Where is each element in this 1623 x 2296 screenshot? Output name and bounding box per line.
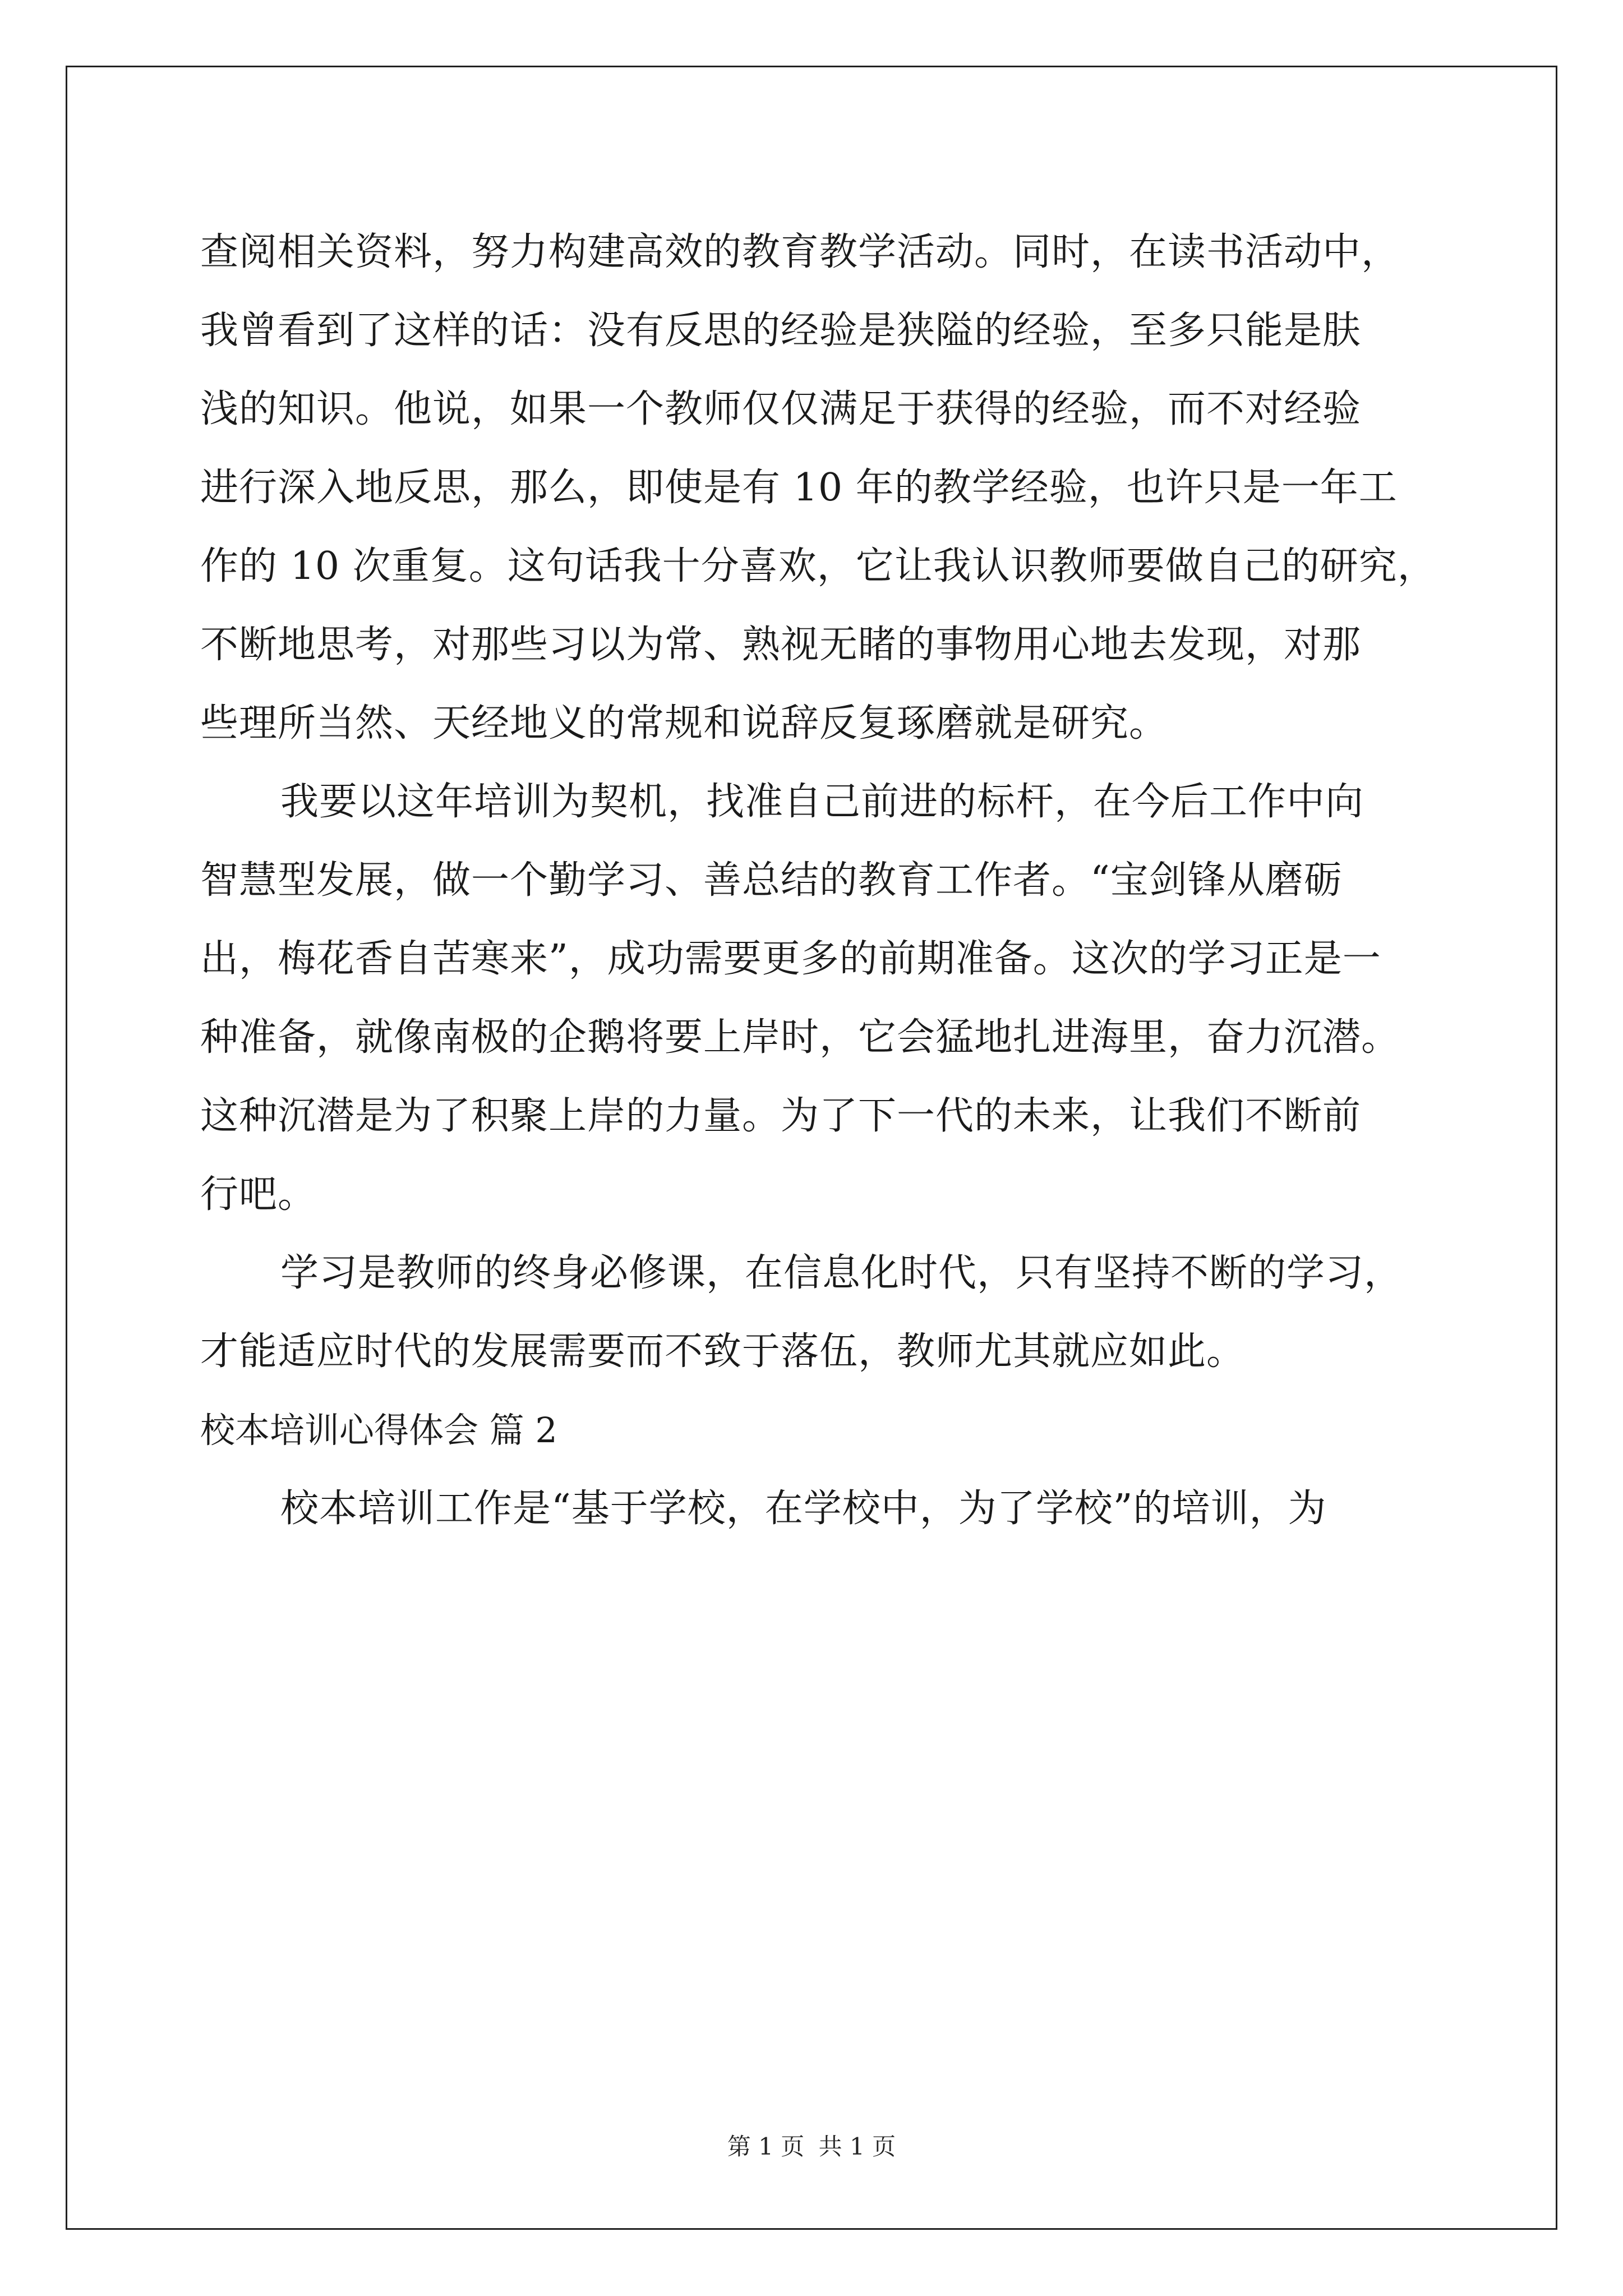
paragraph-line: 出，梅花香自苦寒来”，成功需要更多的前期准备。这次的学习正是一	[200, 937, 1381, 981]
paragraph-line: 我曾看到了这样的话：没有反思的经验是狭隘的经验，至多只能是肤	[200, 309, 1362, 353]
paragraph-line: 这种沉潜是为了积聚上岸的力量。为了下一代的未来，让我们不断前	[200, 1094, 1362, 1138]
page-number: 第 1 页	[727, 2133, 805, 2160]
paragraph-line: 查阅相关资料，努力构建高效的教育教学活动。同时，在读书活动中，	[200, 230, 1400, 274]
paragraph-line: 校本培训工作是“基于学校，在学校中，为了学校”的培训，为	[280, 1487, 1327, 1531]
paragraph-line: 才能适应时代的发展需要而不致于落伍，教师尤其就应如此。	[200, 1329, 1246, 1374]
paragraph-line: 智慧型发展，做一个勤学习、善总结的教育工作者。“宝剑锋从磨砺	[200, 858, 1343, 903]
paragraph-line: 进行深入地反思，那么，即使是有 10 年的教学经验，也许只是一年工	[200, 466, 1398, 510]
page-total: 共 1 页	[818, 2133, 896, 2160]
paragraph-line: 浅的知识。他说，如果一个教师仅仅满足于获得的经验，而不对经验	[200, 387, 1362, 431]
paragraph-line: 我要以这年培训为契机，找准自己前进的标杆，在今后工作中向	[280, 780, 1364, 824]
paragraph-line: 作的 10 次重复。这句话我十分喜欢，它让我认识教师要做自己的研究，	[200, 544, 1436, 588]
section-heading: 校本培训心得体会 篇 2	[200, 1410, 557, 1451]
paragraph-line: 些理所当然、天经地义的常规和说辞反复琢磨就是研究。	[200, 701, 1168, 746]
page-footer	[0, 2133, 1623, 2161]
paragraph-line: 种准备，就像南极的企鹅将要上岸时，它会猛地扎进海里，奋力沉潜。	[200, 1015, 1400, 1060]
paragraph-line: 行吧。	[200, 1172, 317, 1217]
paragraph-line: 学习是教师的终身必修课，在信息化时代，只有坚持不断的学习，	[280, 1251, 1403, 1295]
paragraph-line: 不断地思考，对那些习以为常、熟视无睹的事物用心地去发现，对那	[200, 623, 1362, 667]
